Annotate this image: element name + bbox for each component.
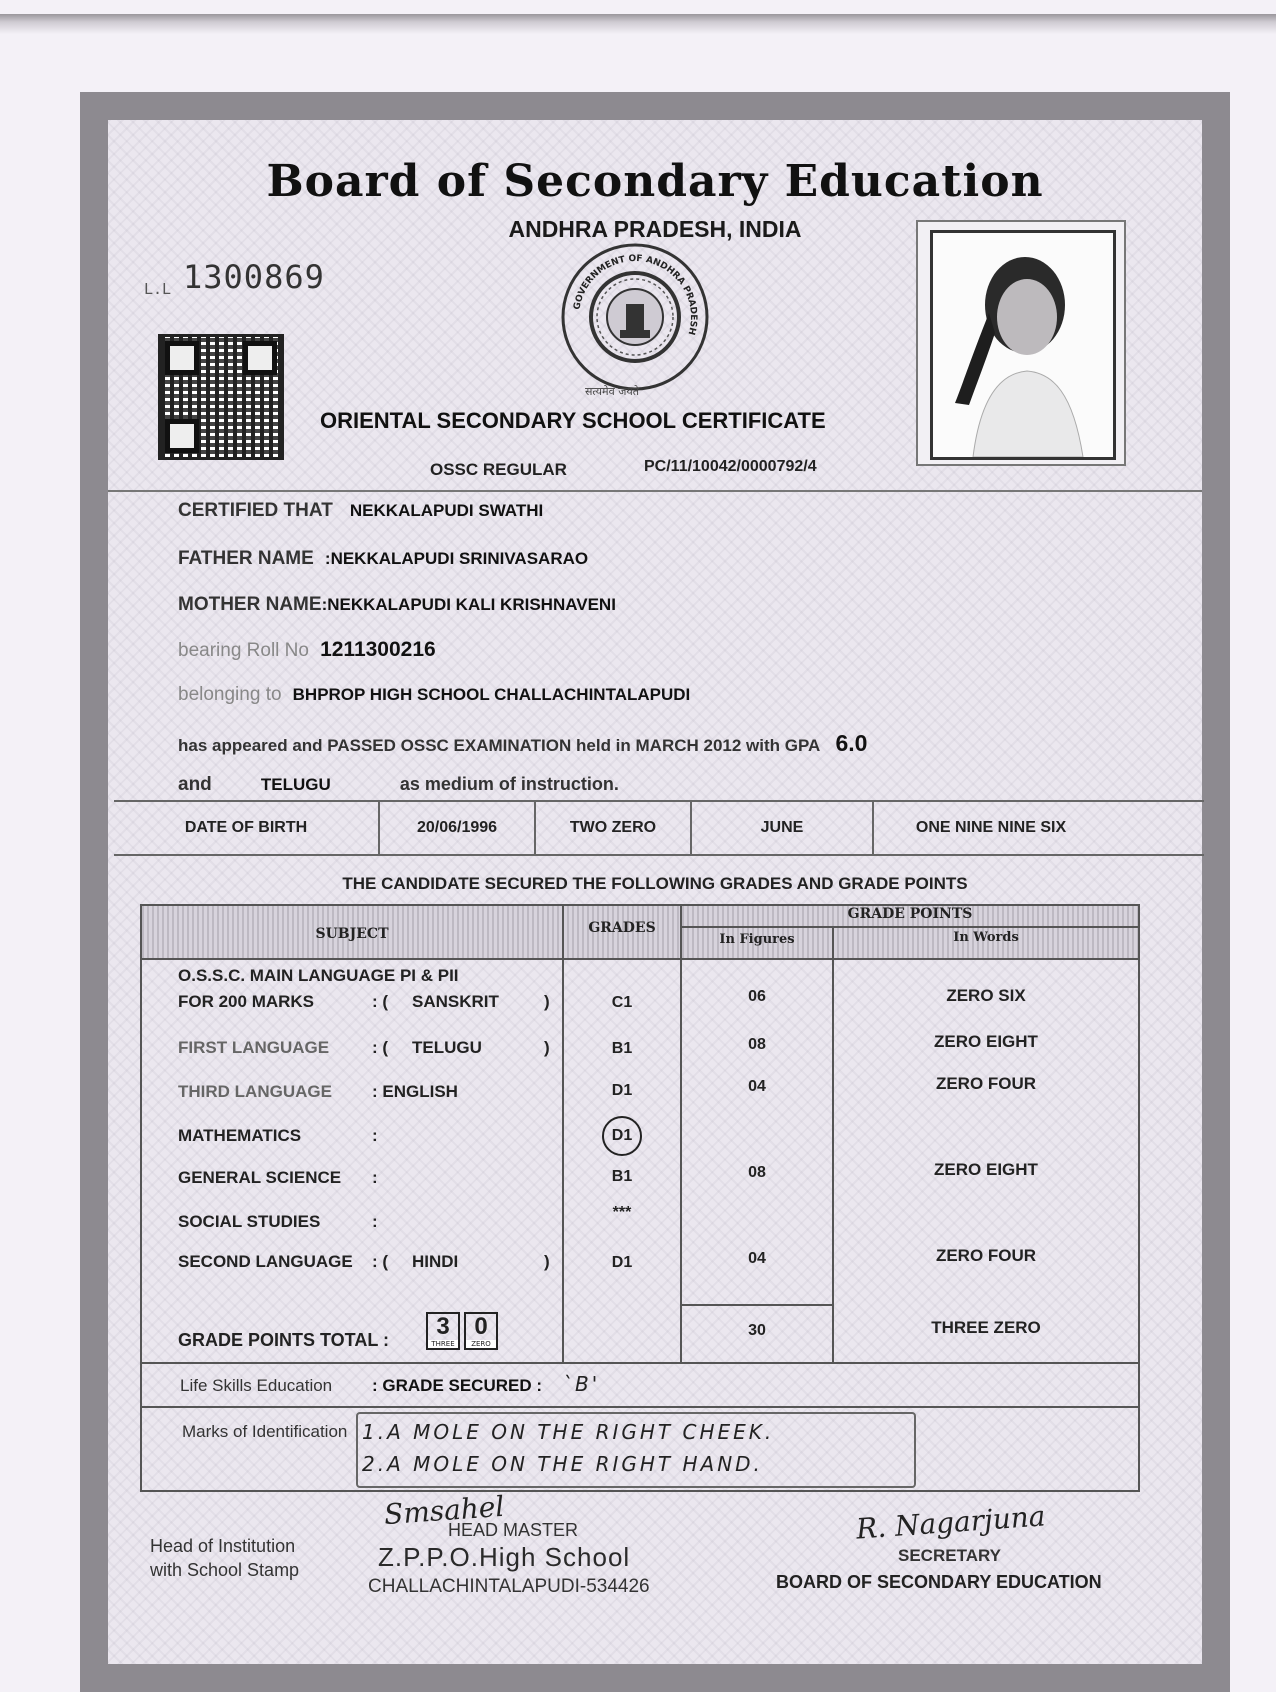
- grades-table: [140, 904, 1140, 1364]
- identification-mark-2: 2.A MOLE ON THE RIGHT HAND.: [362, 1452, 763, 1476]
- roll-number: 1211300216: [320, 638, 436, 661]
- table-row: FIRST LANGUAGE : ( TELUGU ): [178, 1038, 550, 1057]
- words-cell: ZERO EIGHT: [934, 1032, 1038, 1051]
- school-stamp: Z.P.P.O.High School: [378, 1542, 631, 1572]
- qr-code-icon: [158, 334, 284, 460]
- total-boxes: 3 THREE 0 ZERO: [426, 1312, 498, 1350]
- grades-title: THE CANDIDATE SECURED THE FOLLOWING GRADES AND GRADE POINTS: [342, 874, 968, 893]
- father-name: :NEKKALAPUDI SRINIVASARAO: [324, 549, 589, 568]
- candidate-portrait-icon: [933, 233, 1113, 457]
- total-label: GRADE POINTS TOTAL :: [178, 1330, 390, 1350]
- words-cell: ZERO SIX: [946, 986, 1026, 1005]
- words-cell: ZERO FOUR: [935, 1074, 1037, 1093]
- serial-prefix: L.L: [144, 280, 172, 298]
- grades-header: SUBJECT GRADES GRADE POINTS In Figures In Words: [142, 906, 1138, 960]
- certificate-name: ORIENTAL SECONDARY SCHOOL CERTIFICATE: [320, 408, 826, 433]
- scan-edge: [0, 14, 1276, 34]
- dob-table: [114, 800, 1204, 856]
- certificate-number: PC/11/10042/0000792/4: [644, 458, 817, 475]
- total-figures: 30: [748, 1322, 766, 1339]
- grade-cell: B1: [611, 1168, 633, 1185]
- identification-box: [356, 1412, 916, 1488]
- figures-cell: 04: [748, 1078, 766, 1095]
- mother-line: MOTHER NAME:NEKKALAPUDI KALI KRISHNAVENI: [178, 594, 616, 615]
- words-cell: ZERO FOUR: [935, 1246, 1037, 1265]
- state-emblem-icon: [560, 242, 710, 392]
- medium-line: and TELUGU as medium of instruction.: [178, 774, 619, 795]
- svg-text:GOVERNMENT OF ANDHRA PRADESH: GOVERNMENT OF ANDHRA PRADESH: [572, 253, 699, 336]
- table-row: FOR 200 MARKS : ( SANSKRIT ): [178, 992, 550, 1011]
- gpa-value: 6.0: [835, 730, 868, 756]
- state-title: ANDHRA PRADESH, INDIA: [508, 216, 802, 242]
- life-skills-row: Life Skills Education : GRADE SECURED : `B': [140, 1364, 1140, 1408]
- figures-cell: 06: [748, 988, 766, 1005]
- board-title: Board of Secondary Education: [266, 156, 1044, 207]
- table-row: SOCIAL STUDIES :: [178, 1212, 378, 1231]
- grade-cell: ***: [612, 1204, 632, 1221]
- certified-line: CERTIFIED THAT NEKKALAPUDI SWATHI: [178, 500, 544, 521]
- table-row: THIRD LANGUAGE : ENGLISH: [178, 1082, 458, 1101]
- dob-year-words: ONE NINE NINE SIX: [915, 819, 1067, 836]
- secretary-signature: R. Nagarjuna: [855, 1499, 1047, 1546]
- medium-value: TELUGU: [260, 775, 331, 794]
- circled-grade: D1: [602, 1116, 642, 1156]
- dob-label: DATE OF BIRTH: [114, 802, 380, 854]
- serial-number: 1300869: [183, 258, 325, 296]
- grade-cell: [562, 1116, 682, 1156]
- subject-main-language: O.S.S.C. MAIN LANGUAGE PI & PII: [178, 966, 459, 985]
- figures-cell: 04: [748, 1250, 766, 1267]
- candidate-name: NEKKALAPUDI SWATHI: [349, 501, 544, 520]
- table-row: GENERAL SCIENCE :: [178, 1168, 378, 1187]
- words-cell: ZERO EIGHT: [934, 1160, 1038, 1179]
- secretary-label: SECRETARY: [898, 1546, 1001, 1565]
- head-institution-label: Head of Institution with School Stamp: [150, 1536, 300, 1580]
- identification-row: Marks of Identification 1.A MOLE ON THE RIGHT CHEEK. 2.A MOLE ON THE RIGHT HAND.: [140, 1408, 1140, 1492]
- head-signature: Smsahel: [382, 1489, 506, 1532]
- roll-line: bearing Roll No 1211300216: [178, 638, 436, 661]
- total-words: THREE ZERO: [931, 1318, 1041, 1337]
- dob-month: JUNE: [692, 802, 874, 854]
- photo-frame: [916, 220, 1126, 466]
- identification-mark-1: 1.A MOLE ON THE RIGHT CHEEK.: [362, 1420, 775, 1444]
- table-row: SECOND LANGUAGE : ( HINDI ): [178, 1252, 550, 1271]
- life-skills-grade: `B': [562, 1372, 601, 1396]
- mother-name: :NEKKALAPUDI KALI KRISHNAVENI: [321, 595, 616, 614]
- figures-cell: 08: [748, 1036, 766, 1053]
- school-stamp-place: CHALLACHINTALAPUDI-534426: [368, 1576, 650, 1597]
- school-name: BHPROP HIGH SCHOOL CHALLACHINTALAPUDI: [292, 685, 691, 704]
- figures-cell: 08: [748, 1164, 766, 1181]
- divider: [108, 490, 1202, 492]
- grade-cell: C1: [611, 994, 633, 1011]
- grade-cell: D1: [611, 1082, 633, 1099]
- grade-cell: B1: [611, 1040, 633, 1057]
- school-line: belonging to BHPROP HIGH SCHOOL CHALLACHINTALAPUDI: [178, 684, 691, 705]
- board-footer: BOARD OF SECONDARY EDUCATION: [776, 1572, 1102, 1592]
- head-master-label: HEAD MASTER: [448, 1520, 579, 1540]
- dob-date: 20/06/1996: [380, 802, 536, 854]
- emblem-motto: सत्यमेव जयते: [585, 385, 640, 398]
- candidate-photo: [930, 230, 1116, 460]
- certificate: [80, 92, 1230, 1692]
- grade-cell: D1: [611, 1254, 633, 1271]
- father-line: FATHER NAME :NEKKALAPUDI SRINIVASARAO: [178, 548, 589, 569]
- dob-day-words: TWO ZERO: [536, 802, 692, 854]
- table-row: MATHEMATICS :: [178, 1126, 378, 1145]
- exam-line: has appeared and PASSED OSSC EXAMINATION held in MARCH 2012 with GPA 6.0: [178, 730, 868, 756]
- exam-stream: OSSC REGULAR: [430, 460, 567, 479]
